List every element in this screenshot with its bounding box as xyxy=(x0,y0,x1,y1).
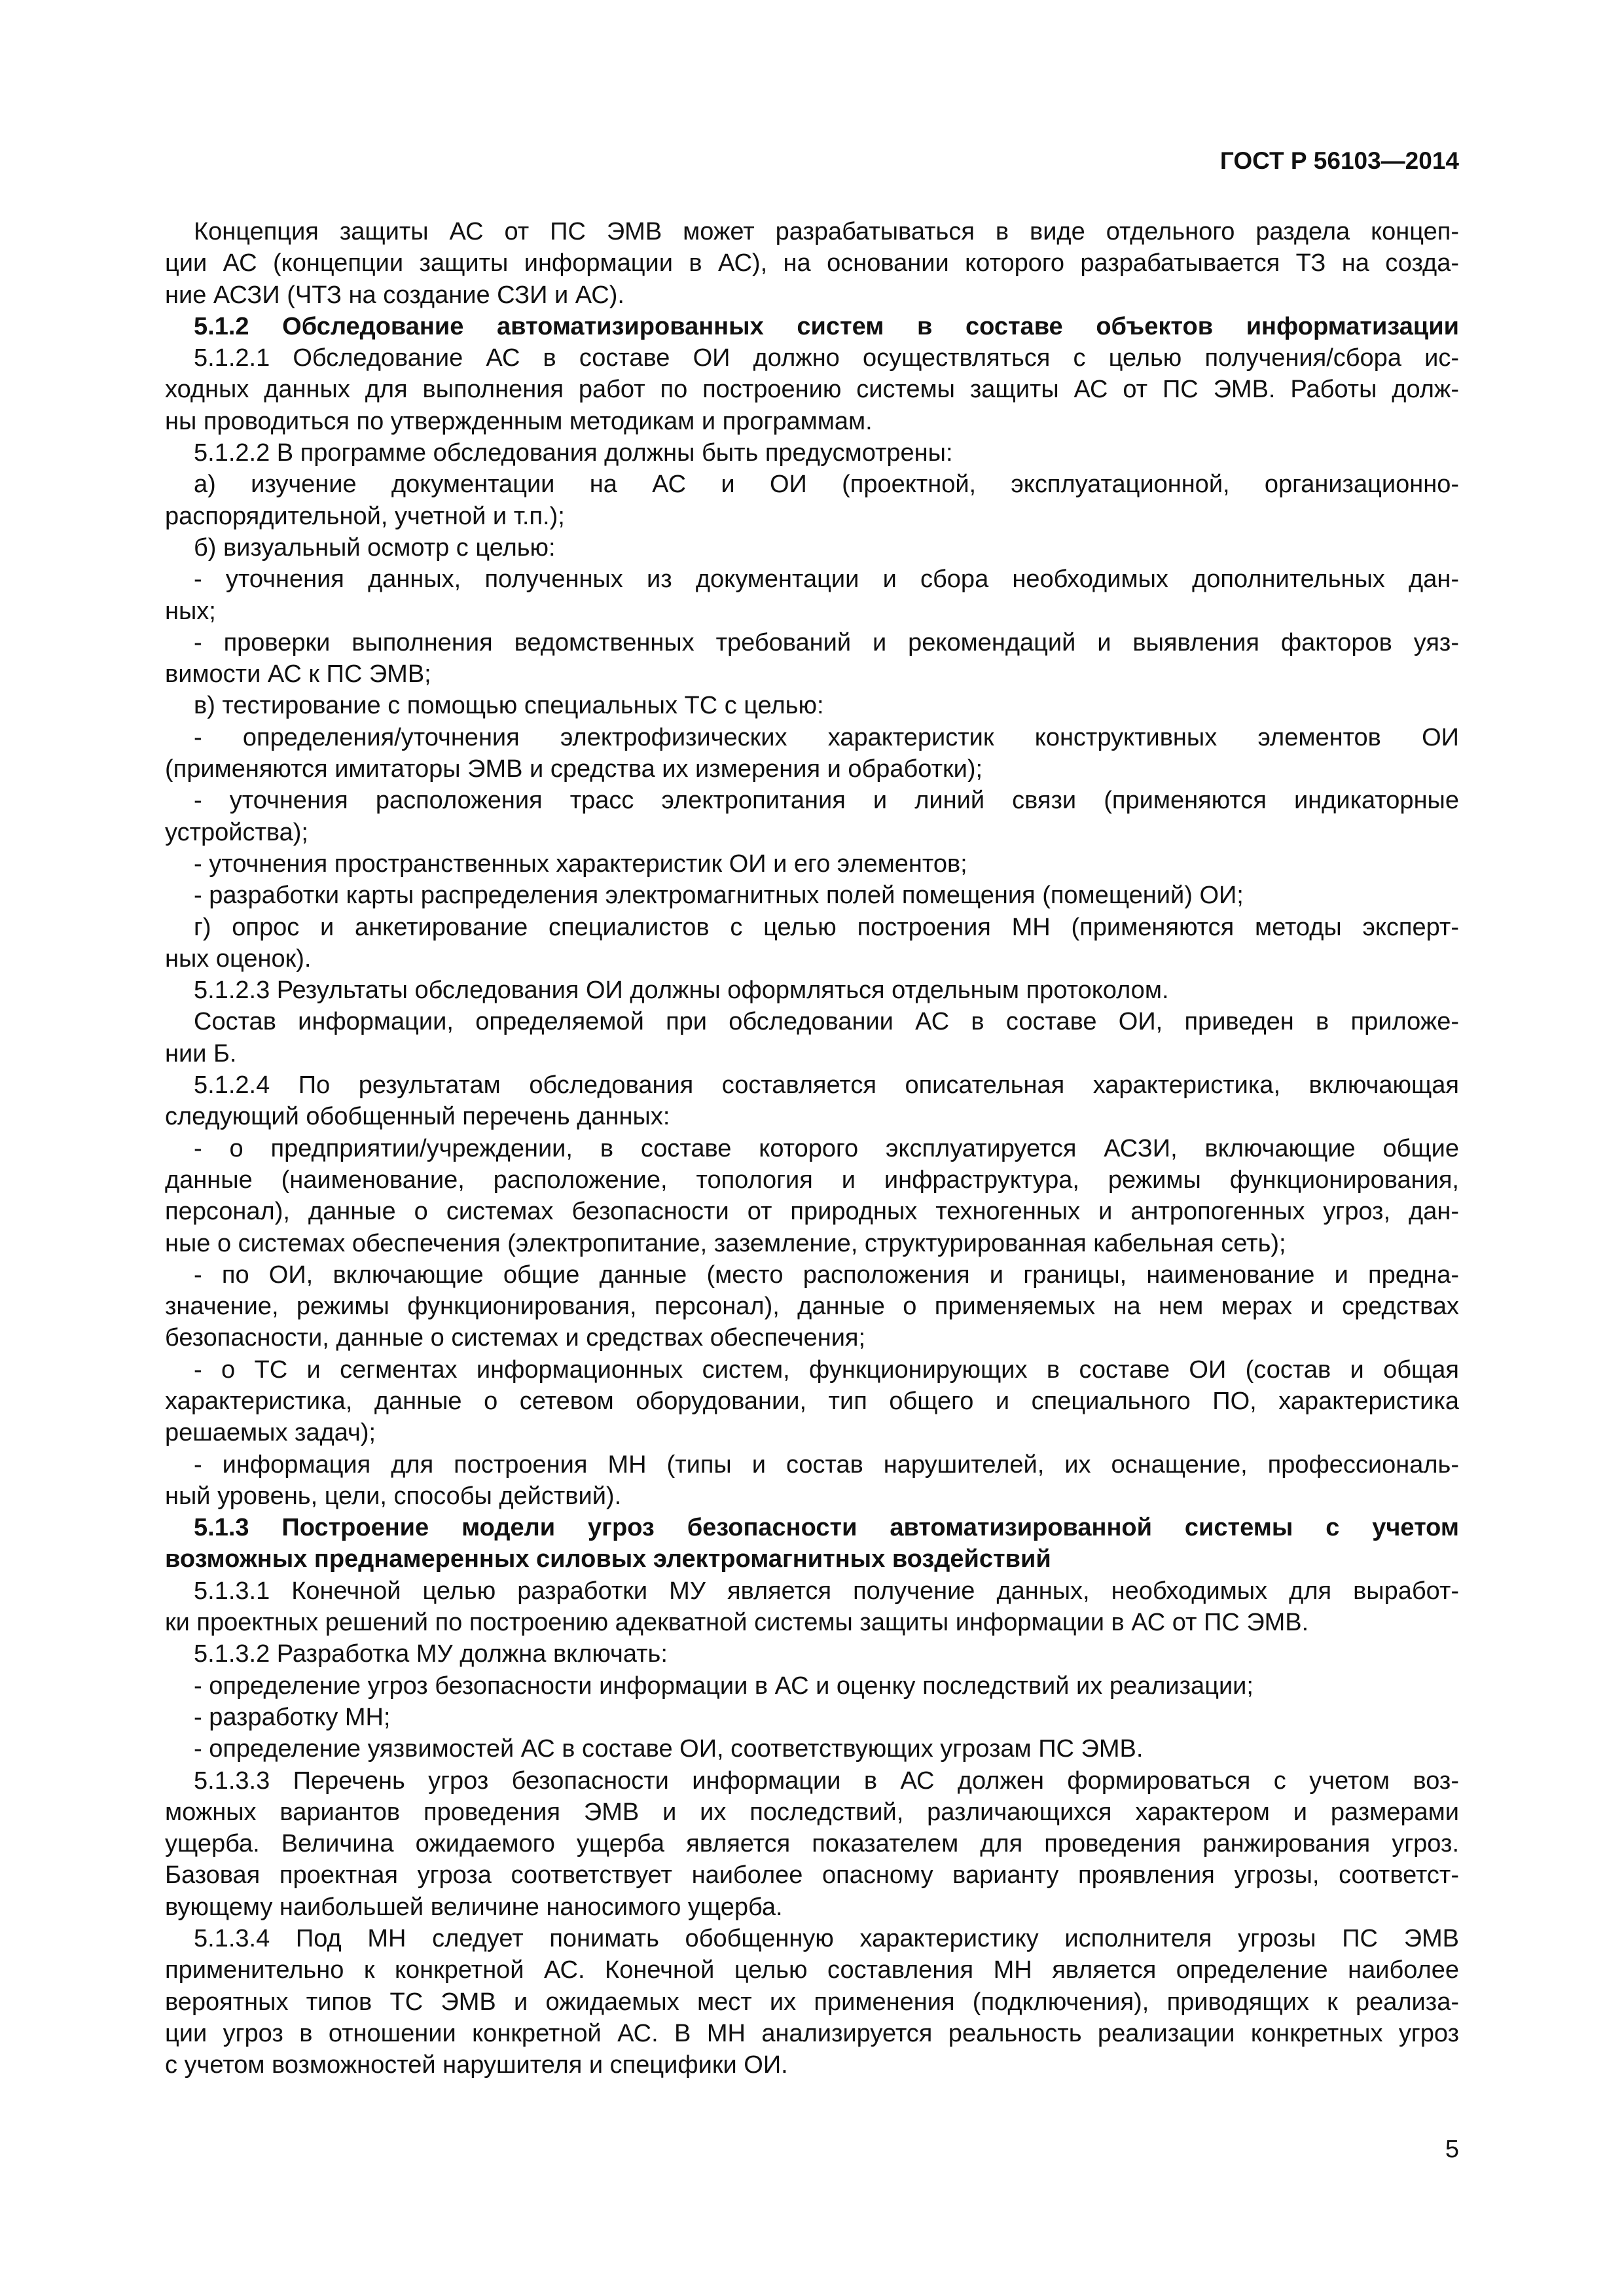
text-line: можных вариантов проведения ЭМВ и их последствий, различающихся характером и размерами xyxy=(165,1798,1459,1826)
text-line: вимости АС к ПС ЭМВ; xyxy=(165,660,431,689)
section-heading-line: 5.1.3 Построение модели угроз безопасности автоматизированной системы с учетом xyxy=(194,1514,1459,1542)
text-line: 5.1.2.3 Результаты обследования ОИ должны оформляться отдельным протоколом. xyxy=(194,977,1169,1005)
text-line: - определение уязвимостей АС в составе ОИ, соответствующих угрозам ПС ЭМВ. xyxy=(194,1735,1144,1763)
text-line: 5.1.3.3 Перечень угроз безопасности информации в АС должен формироваться с учетом воз- xyxy=(194,1767,1459,1795)
text-line: а) изучение документации на АС и ОИ (проектной, эксплуатационной, организационно- xyxy=(194,471,1459,499)
text-line: ние АСЗИ (ЧТЗ на создание СЗИ и АС). xyxy=(165,281,624,309)
text-line: персонал), данные о системах безопасности от природных техногенных и антропогенных угроз, дан- xyxy=(165,1198,1459,1226)
text-line: ции АС (концепции защиты информации в АС), на основании которого разрабатывается ТЗ на созда- xyxy=(165,249,1459,278)
text-line: (применяются имитаторы ЭМВ и средства их измерения и обработки); xyxy=(165,755,983,783)
text-line: - о предприятии/учреждении, в составе которого эксплуатируется АСЗИ, включающие общие xyxy=(194,1134,1459,1162)
text-line: - по ОИ, включающие общие данные (место расположения и границы, наименование и предна- xyxy=(194,1261,1459,1289)
text-line: - разработку МН; xyxy=(194,1703,391,1731)
text-line: ных; xyxy=(165,597,216,625)
text-line: - информация для построения МН (типы и состав нарушителей, их оснащение, профессиональ- xyxy=(194,1450,1459,1479)
text-line: Состав информации, определяемой при обследовании АС в составе ОИ, приведен в приложе- xyxy=(194,1008,1459,1036)
text-line: устройства); xyxy=(165,818,308,846)
text-line: 5.1.2.2 В программе обследования должны быть предусмотрены: xyxy=(194,439,953,467)
text-line: ущерба. Величина ожидаемого ущерба является показателем для проведения ранжирования угроз. xyxy=(165,1830,1459,1858)
text-line: распорядительной, учетной и т.п.); xyxy=(165,502,565,530)
text-line: ны проводиться по утвержденным методикам и программам. xyxy=(165,407,873,435)
text-line: - проверки выполнения ведомственных требований и рекомендаций и выявления факторов уяз- xyxy=(194,628,1459,656)
text-line: ных оценок). xyxy=(165,944,312,973)
text-line: 5.1.3.1 Конечной целью разработки МУ является получение данных, необходимых для выработ- xyxy=(194,1577,1459,1605)
text-line: данные (наименование, расположение, топология и инфраструктура, режимы функционирования, xyxy=(165,1166,1459,1194)
section-heading-line: 5.1.2 Обследование автоматизированных систем в составе объектов информатизации xyxy=(194,312,1459,340)
text-line: г) опрос и анкетирование специалистов с целью построения МН (применяются методы эксперт- xyxy=(194,913,1459,941)
text-line: 5.1.3.2 Разработка МУ должна включать: xyxy=(194,1640,668,1668)
page-number: 5 xyxy=(1445,2136,1459,2163)
text-line: - определение угроз безопасности информации в АС и оценку последствий их реализации; xyxy=(194,1672,1254,1700)
text-line: ные о системах обеспечения (электропитание, заземление, структурированная кабельная сеть); xyxy=(165,1229,1286,1257)
text-line: - уточнения расположения трасс электропитания и линий связи (применяются индикаторные xyxy=(194,787,1459,815)
text-line: ции угроз в отношении конкретной АС. В МН анализируется реальность реализации конкретных угроз xyxy=(165,2019,1459,2047)
text-line: в) тестирование с помощью специальных ТС с целью: xyxy=(194,692,824,720)
text-line: характеристика, данные о сетевом оборудовании, тип общего и специального ПО, характеристика xyxy=(165,1387,1459,1415)
text-line: - разработки карты распределения электромагнитных полей помещения (помещений) ОИ; xyxy=(194,882,1244,910)
text-line: нии Б. xyxy=(165,1039,237,1067)
section-heading-line: возможных преднамеренных силовых электромагнитных воздействий xyxy=(165,1545,1051,1573)
text-line: значение, режимы функционирования, персонал), данные о применяемых на нем мерах и средствах xyxy=(165,1293,1459,1321)
text-line: следующий обобщенный перечень данных: xyxy=(165,1103,670,1131)
text-line: решаемых задач); xyxy=(165,1419,376,1447)
document-body xyxy=(165,216,1459,2081)
text-line: - о ТС и сегментах информационных систем, функционирующих в составе ОИ (состав и общая xyxy=(194,1355,1459,1384)
text-line: б) визуальный осмотр с целью: xyxy=(194,533,556,562)
standard-designation: ГОСТ Р 56103—2014 xyxy=(1219,147,1459,174)
text-line: безопасности, данные о системах и средствах обеспечения; xyxy=(165,1324,866,1352)
text-line: Концепция защиты АС от ПС ЭМВ может разрабатываться в виде отдельного раздела концеп- xyxy=(194,218,1459,245)
text-line: 5.1.2.1 Обследование АС в составе ОИ должно осуществляться с целью получения/сбора ис- xyxy=(194,344,1459,372)
text-line: Базовая проектная угроза соответствует наиболее опасному варианту проявления угрозы, соответст- xyxy=(165,1861,1459,1890)
text-line: вероятных типов ТС ЭМВ и ожидаемых мест их применения (подключения), приводящих к реализа- xyxy=(165,1988,1459,2016)
text-line: применительно к конкретной АС. Конечной целью составления МН является определение наиболее xyxy=(165,1956,1459,1984)
text-line: 5.1.3.4 Под МН следует понимать обобщенную характеристику исполнителя угрозы ПС ЭМВ xyxy=(194,1925,1459,1953)
text-line: - определения/уточнения электрофизических характеристик конструктивных элементов ОИ xyxy=(194,723,1459,751)
text-line: - уточнения пространственных характеристик ОИ и его элементов; xyxy=(194,850,967,878)
text-line: ки проектных решений по построению адекватной системы защиты информации в АС от ПС ЭМВ. xyxy=(165,1609,1309,1637)
text-line: ный уровень, цели, способы действий). xyxy=(165,1482,622,1510)
text-line: ходных данных для выполнения работ по построению системы защиты АС от ПС ЭМВ. Работы долж- xyxy=(165,376,1459,404)
text-line: с учетом возможностей нарушителя и специфики ОИ. xyxy=(165,2051,788,2079)
text-line: 5.1.2.4 По результатам обследования составляется описательная характеристика, включающая xyxy=(194,1071,1459,1100)
text-line: - уточнения данных, полученных из документации и сбора необходимых дополнительных дан- xyxy=(194,565,1459,594)
text-line: вующему наибольшей величине наносимого ущерба. xyxy=(165,1893,783,1921)
